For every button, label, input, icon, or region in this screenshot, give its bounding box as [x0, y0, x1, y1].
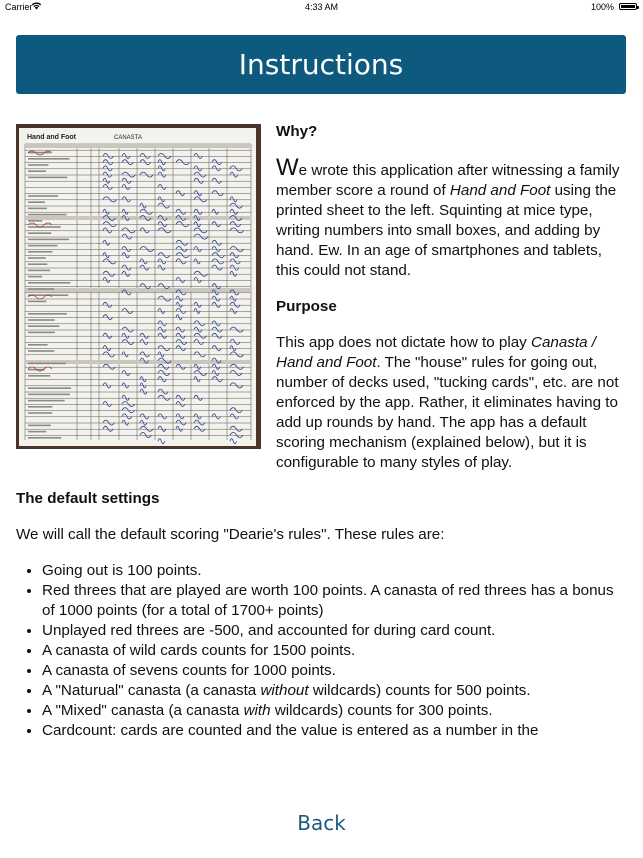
- handwritten-score: [158, 346, 170, 351]
- why-text-part1: e wrote this application after witnessing a family member score a round of: [276, 162, 620, 199]
- handwritten-score: [103, 172, 112, 177]
- list-item: • Unplayed red threes are -500, and accounted for during card count.: [42, 621, 626, 641]
- handwritten-score: [103, 426, 113, 431]
- handwritten-score: [212, 222, 220, 227]
- carrier-label: Carrier: [5, 2, 33, 12]
- printed-row-label: [28, 177, 67, 179]
- handwritten-score: [194, 191, 202, 196]
- handwritten-score: [212, 247, 221, 252]
- printed-row-label: [28, 431, 46, 433]
- handwritten-score: [140, 154, 150, 159]
- handwritten-score: [122, 234, 132, 239]
- handwritten-score: [140, 389, 147, 394]
- handwritten-score: [176, 240, 188, 245]
- handwritten-score: [158, 160, 165, 165]
- printed-row-label: [28, 375, 50, 377]
- handwritten-score: [140, 247, 154, 252]
- handwritten-score: [122, 420, 129, 425]
- rule-text: wildcards) counts for 500 points.: [308, 682, 531, 699]
- handwritten-score: [103, 302, 112, 307]
- handwritten-score: [194, 426, 205, 431]
- handwritten-score: [194, 414, 201, 419]
- handwritten-score: [103, 222, 116, 227]
- printed-row-label: [28, 263, 47, 265]
- handwritten-score: [230, 433, 243, 438]
- handwritten-score: [103, 160, 113, 165]
- handwritten-score: [230, 265, 239, 270]
- handwritten-score: [176, 191, 185, 196]
- handwritten-score: [176, 420, 186, 425]
- handwritten-score: [230, 426, 242, 431]
- rule-emphasis: with: [243, 702, 271, 719]
- handwritten-score: [158, 203, 170, 208]
- handwritten-score: [103, 240, 110, 245]
- handwritten-score: [194, 166, 202, 171]
- clock: 4:33 AM: [304, 2, 339, 12]
- handwritten-score: [230, 371, 242, 376]
- handwritten-score: [194, 209, 202, 214]
- sheet-game: CANASTA: [114, 135, 142, 141]
- printed-row-label: [28, 437, 61, 439]
- handwritten-score: [140, 377, 146, 382]
- handwritten-score: [212, 284, 221, 289]
- handwritten-score: [176, 160, 190, 165]
- handwritten-score: [194, 259, 200, 264]
- handwritten-score: [230, 197, 237, 202]
- handwritten-score: [230, 222, 241, 227]
- handwritten-score: [212, 178, 222, 183]
- handwritten-score: [212, 166, 221, 171]
- handwritten-score: [194, 154, 202, 159]
- handwritten-score: [158, 321, 166, 326]
- battery-percentage: 100%: [590, 2, 614, 12]
- handwritten-score: [158, 296, 171, 301]
- handwritten-score: [122, 160, 133, 165]
- handwritten-score: [230, 327, 244, 332]
- battery-icon: [619, 3, 637, 10]
- handwritten-score: [212, 371, 219, 376]
- handwritten-score: [230, 228, 244, 233]
- handwritten-score: [122, 395, 129, 400]
- handwritten-score: [176, 333, 185, 338]
- handwritten-score: [194, 395, 202, 400]
- handwritten-score: [140, 420, 147, 425]
- handwritten-score: [158, 309, 165, 314]
- handwritten-score: [103, 364, 115, 369]
- handwritten-score: [230, 302, 240, 307]
- handwritten-score: [158, 333, 167, 338]
- handwritten-score: [230, 364, 244, 369]
- printed-row-label: [28, 201, 45, 203]
- printed-row-label: [28, 257, 46, 259]
- handwritten-score: [103, 333, 112, 338]
- handwritten-score: [230, 166, 242, 171]
- instructions-content[interactable]: [16, 118, 626, 739]
- list-item: [42, 681, 626, 701]
- handwritten-score: [158, 265, 165, 270]
- printed-row-label: [28, 239, 69, 241]
- handwritten-score: [176, 364, 186, 369]
- handwritten-score: [212, 321, 220, 326]
- printed-row-label: [28, 164, 48, 166]
- handwritten-score: [176, 340, 187, 345]
- printed-row-label: [28, 325, 59, 327]
- handwritten-score: [122, 383, 129, 388]
- printed-row-label: [28, 425, 51, 427]
- rule-text: A "Naturual" canasta (a canasta: [42, 682, 261, 699]
- handwritten-score: [158, 284, 170, 289]
- handwritten-score: [158, 259, 166, 264]
- score-sheet-photo: [16, 124, 261, 449]
- handwritten-score: [122, 352, 128, 357]
- handwritten-score: [176, 247, 187, 252]
- why-dropcap: W: [276, 154, 299, 181]
- why-heading: Why?: [276, 123, 318, 140]
- handwritten-score: [122, 327, 133, 332]
- handwritten-score: [194, 222, 201, 227]
- handwritten-score: [122, 253, 129, 258]
- printed-row-label: [28, 220, 42, 222]
- handwritten-score: [212, 346, 221, 351]
- handwritten-score: [212, 364, 220, 369]
- printed-row-label: [28, 350, 54, 352]
- handwritten-score: [122, 209, 128, 214]
- handwritten-score: [212, 160, 222, 165]
- handwritten-score: [103, 166, 112, 171]
- handwritten-score: [158, 327, 166, 332]
- purpose-paragraph: [276, 333, 626, 473]
- handwritten-score: [176, 296, 183, 301]
- handwritten-score: [176, 327, 185, 332]
- handwritten-score: [103, 253, 109, 258]
- handwritten-score: [212, 253, 225, 258]
- handwritten-score: [176, 426, 183, 431]
- rule-text: A "Mixed" canasta (a canasta: [42, 702, 244, 719]
- handwritten-score: [140, 265, 149, 270]
- handwritten-score: [230, 309, 237, 314]
- back-button[interactable]: Back: [297, 811, 346, 835]
- handwritten-score: [230, 439, 236, 444]
- printed-row-label: [28, 251, 53, 253]
- handwritten-score: [176, 309, 186, 314]
- handwritten-score: [194, 247, 202, 252]
- default-settings-intro: We will call the default scoring "Dearie's rules". These rules are:: [16, 526, 445, 543]
- handwritten-score: [230, 271, 237, 276]
- handwritten-score: [103, 178, 110, 183]
- intro-column: [276, 118, 626, 473]
- handwritten-score: [212, 240, 222, 245]
- handwritten-score: [103, 228, 112, 233]
- purpose-text-emphasis: Canasta / Hand and Foot: [276, 334, 596, 371]
- handwritten-score: [158, 228, 171, 233]
- printed-row-label: [28, 152, 50, 154]
- handwritten-score: [212, 296, 220, 301]
- handwritten-score: [122, 333, 129, 338]
- handwritten-score: [140, 209, 153, 214]
- handwritten-score: [140, 426, 153, 431]
- handwritten-score: [140, 414, 149, 419]
- handwritten-score: [212, 414, 220, 419]
- handwritten-score: [140, 340, 148, 345]
- handwritten-score: [103, 197, 117, 202]
- handwritten-score: [176, 302, 182, 307]
- handwritten-score: [103, 420, 114, 425]
- handwritten-score: [122, 265, 131, 270]
- printed-row-label: [28, 232, 51, 234]
- printed-row-label: [28, 400, 65, 402]
- handwritten-score: [176, 346, 186, 351]
- handwritten-score: [103, 315, 112, 320]
- handwritten-score: [122, 178, 131, 183]
- printed-row-label: [28, 332, 55, 334]
- handwritten-score: [194, 302, 201, 307]
- rules-list: [16, 561, 626, 741]
- handwritten-score: [230, 253, 239, 258]
- handwritten-score: [103, 383, 111, 388]
- handwritten-score: [158, 395, 170, 400]
- handwritten-score: [176, 315, 182, 320]
- handwritten-score: [140, 259, 147, 264]
- printed-row-label: [28, 288, 54, 290]
- handwritten-score: [158, 166, 165, 171]
- handwritten-score: [122, 340, 134, 345]
- handwritten-score: [140, 284, 151, 289]
- why-text-emphasis: Hand and Foot: [449, 182, 551, 199]
- printed-row-label: [28, 313, 67, 315]
- handwritten-score: [230, 209, 238, 214]
- purpose-text-part2: . The "house" rules for going out, number of decks used, "tucking cards", etc. are not enforced by the app. Rather, it eliminates having to add up rounds by hand. The app has a default scoring mechanism (explained below), but it is configurable to many styles of play.: [276, 354, 619, 471]
- page-title: Instructions: [238, 48, 404, 81]
- handwritten-score: [194, 234, 208, 239]
- handwritten-score: [194, 327, 202, 332]
- handwritten-score: [158, 377, 166, 382]
- handwritten-score: [176, 253, 189, 258]
- handwritten-score: [140, 203, 146, 208]
- handwritten-score: [176, 209, 186, 214]
- list-item: • Going out is 100 points.: [42, 561, 626, 581]
- handwritten-score: [122, 154, 130, 159]
- handwritten-score: [122, 371, 130, 376]
- handwritten-score: [103, 185, 113, 190]
- handwritten-score: [212, 333, 222, 338]
- why-text-part2: using the printed sheet to the left. Squinting at mice type, writing numbers into small boxes, and adding by hand. Ew. In an age of smartphones and tablets, this could not stand.: [276, 182, 617, 279]
- handwritten-score: [122, 228, 135, 233]
- handwritten-score: [176, 278, 185, 283]
- handwritten-score: [140, 228, 149, 233]
- purpose-heading: Purpose: [276, 298, 337, 315]
- handwritten-score: [230, 352, 244, 357]
- handwritten-score: [158, 154, 171, 159]
- handwritten-score: [230, 172, 238, 177]
- handwritten-score: [212, 377, 223, 382]
- handwritten-score: [212, 209, 219, 214]
- handwritten-score: [158, 172, 166, 177]
- handwritten-score: [158, 426, 166, 431]
- printed-row-label: [28, 412, 52, 414]
- handwritten-score: [158, 253, 170, 258]
- rule-text: wildcards) counts for 300 points.: [270, 702, 493, 719]
- purpose-text-part1: This app does not dictate how to play: [276, 334, 531, 351]
- printed-row-label: [28, 406, 52, 408]
- printed-row-label: [28, 282, 70, 284]
- printed-row-label: [28, 363, 66, 365]
- handwritten-score: [158, 197, 165, 202]
- printed-row-label: [28, 301, 46, 303]
- handwritten-score: [194, 278, 201, 283]
- handwritten-score: [212, 191, 223, 196]
- handwritten-score: [122, 247, 131, 252]
- handwritten-score: [122, 185, 130, 190]
- printed-row-label: [28, 208, 47, 210]
- handwritten-score: [176, 259, 186, 264]
- handwritten-score: [103, 209, 109, 214]
- header-bar: [16, 35, 626, 94]
- handwritten-score: [194, 321, 205, 326]
- handwritten-score: [230, 340, 240, 345]
- handwritten-score: [122, 271, 130, 276]
- handwritten-score: [230, 259, 240, 264]
- handwritten-score: [122, 402, 135, 407]
- handwritten-score: [194, 228, 207, 233]
- printed-row-label: [28, 344, 48, 346]
- score-sheet-paper: [19, 128, 256, 446]
- handwritten-score: [194, 420, 205, 425]
- handwritten-score: [140, 383, 146, 388]
- sheet-section-band: [25, 144, 251, 148]
- handwritten-score: [194, 352, 206, 357]
- handwritten-score: [194, 309, 200, 314]
- handwritten-score: [230, 383, 243, 388]
- sheet-section-band: [25, 288, 251, 292]
- printed-row-label: [28, 158, 70, 160]
- printed-row-label: [28, 394, 70, 396]
- handwritten-score: [158, 414, 167, 419]
- list-item: • Cardcount: cards are counted and the value is entered as a number in the: [42, 721, 626, 741]
- handwritten-score: [230, 247, 244, 252]
- handwritten-score: [194, 364, 201, 369]
- handwritten-score: [176, 414, 184, 419]
- handwritten-score: [158, 371, 170, 376]
- sheet-section-band: [25, 216, 251, 220]
- handwritten-score: [158, 439, 165, 444]
- handwritten-score: [194, 340, 204, 345]
- status-bar: [0, 0, 643, 14]
- handwritten-score: [158, 222, 167, 227]
- list-item: [42, 701, 626, 721]
- handwritten-score: [230, 414, 239, 419]
- handwritten-score: [194, 197, 207, 202]
- handwritten-score: [194, 178, 204, 183]
- handwritten-score: [103, 346, 111, 351]
- handwritten-score: [140, 172, 153, 177]
- handwritten-score: [122, 309, 133, 314]
- printed-row-label: [28, 214, 66, 216]
- handwritten-score: [103, 271, 115, 276]
- handwritten-score: [140, 160, 150, 165]
- handwritten-score: [140, 352, 150, 357]
- handwritten-score: [158, 352, 164, 357]
- handwritten-score: [230, 203, 243, 208]
- handwritten-score: [140, 333, 149, 338]
- handwritten-score: [158, 364, 169, 369]
- handwritten-score: [230, 346, 236, 351]
- default-settings-heading: The default settings: [16, 490, 160, 507]
- printed-row-label: [28, 226, 61, 228]
- handwritten-score: [122, 172, 135, 177]
- printed-row-label: [28, 276, 42, 278]
- printed-row-label: [28, 270, 50, 272]
- handwritten-score: [194, 333, 207, 338]
- handwritten-score: [176, 222, 189, 227]
- handwritten-score: [212, 302, 220, 307]
- handwritten-score: [194, 271, 208, 276]
- list-item: • A canasta of sevens counts for 1000 points.: [42, 661, 626, 681]
- handwritten-score: [103, 402, 112, 407]
- handwritten-score: [176, 395, 185, 400]
- handwritten-score: [122, 414, 132, 419]
- printed-row-label: [28, 245, 57, 247]
- list-item: • A canasta of wild cards counts for 1500 points.: [42, 641, 626, 661]
- handwritten-score: [194, 172, 206, 177]
- printed-row-label: [28, 195, 58, 197]
- printed-row-label: [28, 170, 46, 172]
- list-item: • Red threes that are played are worth 100 points. A canasta of red threes has a bonus of 1000 points (for a total of 1700+ points): [42, 581, 626, 621]
- handwritten-score: [212, 259, 224, 264]
- handwritten-score: [103, 259, 116, 264]
- handwritten-score: [103, 154, 113, 159]
- handwritten-score: [158, 389, 168, 394]
- handwritten-score: [122, 408, 134, 413]
- handwritten-score: [230, 408, 242, 413]
- printed-row-label: [28, 387, 71, 389]
- handwritten-score: [194, 371, 207, 376]
- handwritten-score: [158, 185, 166, 190]
- handwritten-score: [212, 327, 222, 332]
- handwritten-score: [194, 377, 200, 382]
- handwritten-score: [103, 352, 115, 357]
- sheet-title: Hand and Foot: [27, 134, 76, 141]
- printed-row-label: [28, 319, 55, 321]
- handwritten-score: [122, 197, 131, 202]
- handwritten-score: [230, 296, 236, 301]
- score-sheet-drawing: [19, 128, 256, 446]
- handwritten-score: [176, 402, 185, 407]
- handwritten-score: [212, 265, 222, 270]
- handwritten-score: [140, 433, 151, 438]
- handwritten-score: [103, 278, 110, 283]
- why-paragraph: [276, 154, 626, 281]
- rule-emphasis: without: [260, 682, 309, 699]
